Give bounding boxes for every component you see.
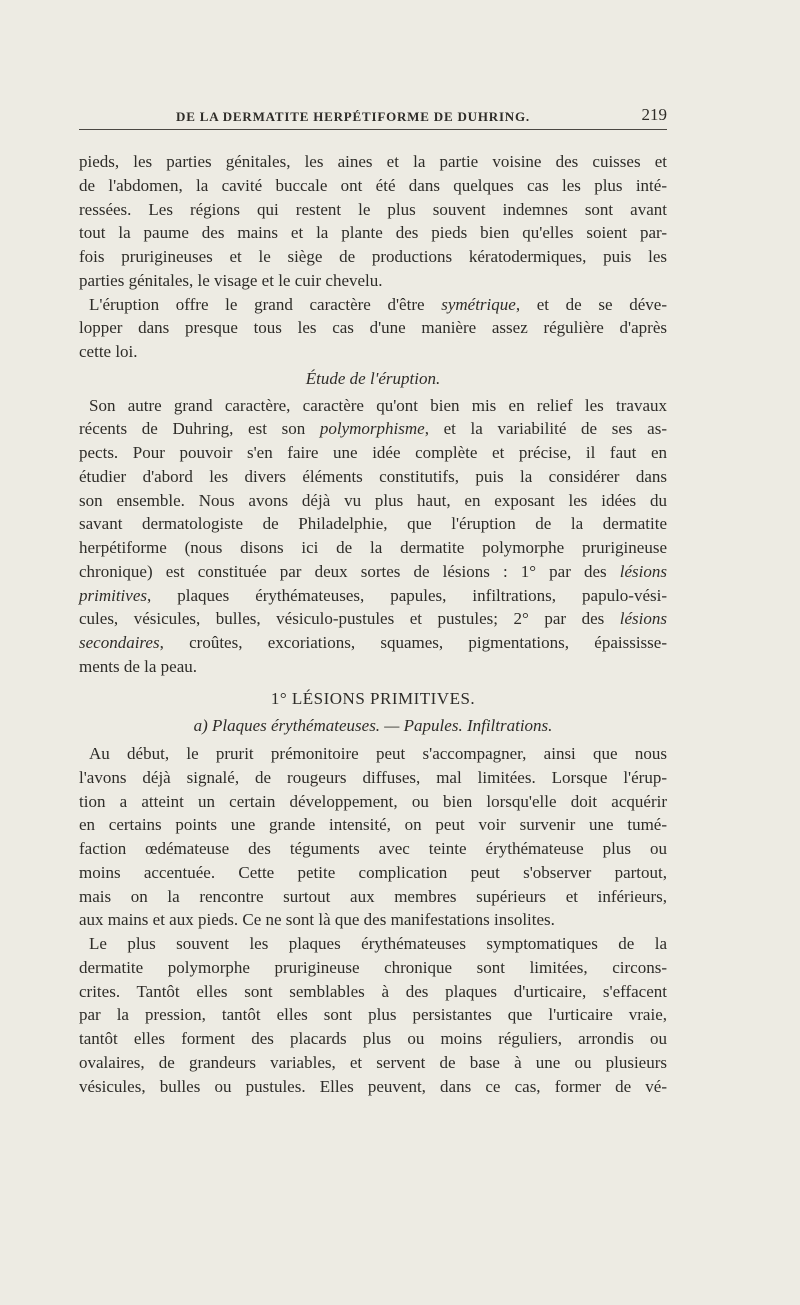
- text-line: dermatite polymorphe prurigineuse chronique sont limitées, circons-: [79, 957, 667, 977]
- text-line: ovalaires, de grandeurs variables, et servent de base à une ou plusieurs: [79, 1052, 667, 1072]
- text-run: , plaques érythémateuses, papules, infiltrations, papulo-vési-: [147, 585, 667, 605]
- text-run: , croûtes, excoriations, squames, pigmentations, épaississe-: [159, 633, 667, 652]
- text-line: faction œdémateuse des téguments avec teinte érythémateuse plus ou: [79, 839, 667, 858]
- running-title: DE LA DERMATITE HERPÉTIFORME DE DUHRING.: [176, 109, 530, 124]
- text-line: Son autre grand caractère, caractère qu'ont bien mis en relief les travaux: [89, 395, 667, 415]
- page-number: 219: [641, 105, 667, 124]
- spacer: [79, 679, 667, 687]
- body-text: [79, 150, 667, 1098]
- text-line: [79, 584, 667, 608]
- text-line: Au début, le prurit prémonitoire peut s'accompagner, ainsi que nous: [89, 744, 667, 763]
- text-run: cules, vésicules, bulles, vésiculo-pustules et pustules; 2° par des: [79, 609, 620, 629]
- text-line: ressées. Les régions qui restent le plus souvent indemnes sont avant: [79, 199, 667, 219]
- text-line: pieds, les parties génitales, les aines et la partie voisine des cuisses et: [79, 152, 667, 171]
- text-line: par la pression, tantôt elles sont plus persistantes que l'urticaire vraie,: [79, 1005, 667, 1025]
- text-line: [79, 607, 667, 631]
- text-line: moins accentuée. Cette petite complication peut s'observer partout,: [79, 862, 667, 882]
- text-line: étudier d'abord les divers éléments constitutifs, puis la considérer dans: [79, 466, 667, 486]
- text-line: herpétiforme (nous disons ici de la dermatite polymorphe prurigineuse: [79, 538, 667, 557]
- text-line: l'avons déjà signalé, de rougeurs diffuses, mal limitées. Lorsque l'érup-: [79, 767, 667, 787]
- text-line: tion a atteint un certain développement, ou bien lorsqu'elle doit acquérir: [79, 791, 667, 811]
- text-line: ments de la peau.: [79, 656, 198, 676]
- text-line: [79, 631, 667, 655]
- text-line: [79, 560, 667, 584]
- emphasis: primitives: [79, 585, 147, 605]
- text-line: de l'abdomen, la cavité buccale ont été dans quelques cas les plus inté-: [79, 175, 667, 195]
- text-line: en certains points une grande intensité, on peut voir survenir une tumé-: [79, 815, 667, 835]
- text-line: crites. Tantôt elles sont semblables à des plaques d'urticaire, s'effacent: [79, 981, 667, 1001]
- emphasis: symétrique: [441, 294, 516, 314]
- text-line: fois prurigineuses et le siège de productions kératodermiques, puis les: [79, 247, 667, 266]
- text-line: [79, 293, 667, 317]
- text-line: aux mains et aux pieds. Ce ne sont là que des manifestations insolites.: [79, 910, 555, 930]
- text-line: son ensemble. Nous avons déjà vu plus haut, en exposant les idées du: [79, 490, 667, 510]
- text-line: vésicules, bulles ou pustules. Elles peuvent, dans ce cas, former de vé-: [79, 1076, 667, 1096]
- text-line: tout la paume des mains et la plante des pieds bien qu'elles soient par-: [79, 223, 667, 243]
- text-line: mais on la rencontre surtout aux membres supérieurs et inférieurs,: [79, 886, 667, 906]
- text-line: parties génitales, le visage et le cuir chevelu.: [79, 270, 383, 290]
- text-line: Le plus souvent les plaques érythémateuses symptomatiques de la: [89, 934, 667, 953]
- emphasis: polymorphisme: [319, 419, 425, 439]
- emphasis: lésions: [619, 609, 667, 629]
- running-header: [79, 104, 667, 130]
- text-line: cette loi.: [79, 342, 138, 361]
- text-run: , et de se déve-: [515, 294, 667, 314]
- section-title: Étude de l'éruption.: [305, 368, 441, 388]
- text-line: tantôt elles forment des placards plus ou moins réguliers, arrondis ou: [79, 1029, 667, 1048]
- text-run: , et la variabilité de ses as-: [424, 419, 667, 439]
- emphasis: secondaires: [79, 633, 160, 652]
- text-line: savant dermatologiste de Philadelphie, que l'éruption de la dermatite: [79, 514, 667, 534]
- text-run: chronique) est constituée par deux sortes de lésions : 1° par des: [79, 561, 620, 581]
- text-run: L'éruption offre le grand caractère d'être: [89, 294, 442, 314]
- text-run: récents de Duhring, est son: [79, 419, 320, 439]
- section-heading: 1° LÉSIONS PRIMITIVES.: [270, 688, 476, 708]
- text-line: [79, 417, 667, 441]
- subsection-heading: a) Plaques érythémateuses. — Papules. Infiltrations.: [193, 716, 553, 736]
- text-line: lopper dans presque tous les cas d'une manière assez régulière d'après: [79, 318, 667, 338]
- text-line: pects. Pour pouvoir s'en faire une idée complète et précise, il faut en: [79, 443, 667, 462]
- emphasis: lésions: [619, 561, 667, 581]
